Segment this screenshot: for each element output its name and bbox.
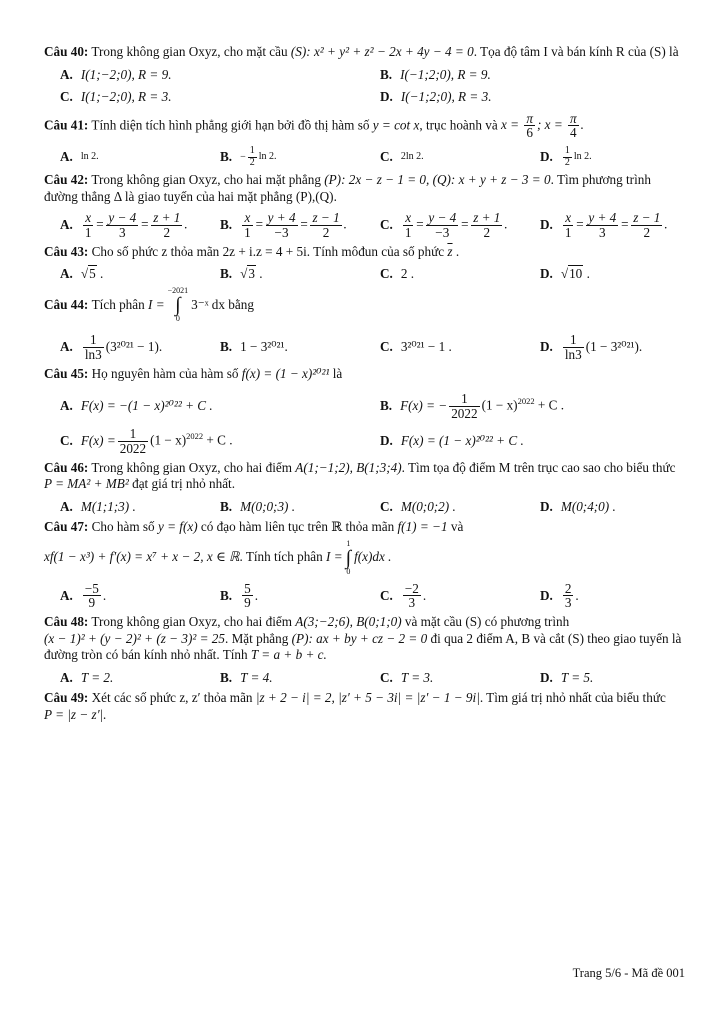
question-label: Câu 45: (44, 365, 89, 381)
math-expression: A(1;−1;2), B(1;3;4) (295, 459, 402, 475)
question-42 (44, 172, 684, 240)
question-label: Câu 49: (44, 690, 89, 706)
option-d[interactable]: D. M(0;4;0) . (540, 498, 616, 514)
question-stem: Tính diện tích hình phẳng giới hạn bởi đồ thị hàm số (91, 116, 370, 132)
answer-options (44, 333, 684, 362)
question-stem: Trong không gian Oxyz, cho hai điểm (91, 614, 292, 630)
option-c[interactable]: C. $\frac{-2}{3}$ . (380, 580, 427, 611)
answer-options (44, 670, 684, 687)
question-stem: Cho số phức z thỏa mãn (91, 243, 220, 259)
option-a[interactable]: A. √5 . (60, 266, 104, 282)
option-d[interactable]: D. $\frac{1}{2}$ ln 2. (540, 145, 592, 168)
question-stem: Cho hàm số (91, 519, 155, 535)
math-expression: y = cot x (372, 116, 420, 132)
option-a[interactable]: A. F(x) = −(1 − x)²⁰²² + C . (60, 398, 213, 414)
answer-options (44, 392, 684, 455)
option-d[interactable]: D. $\frac{x}{1}$ = $\frac{y + 4}{3}$ = $\frac{z - 1}{2}$ . (540, 210, 668, 241)
question-stem: đạt giá trị nhỏ nhất. (132, 476, 236, 492)
option-d[interactable]: D. F(x) = (1 − x)²⁰²² + C . (380, 432, 524, 448)
option-d[interactable]: D. T = 5. (540, 669, 594, 685)
option-a[interactable]: A. $\frac{x}{1}$ = $\frac{y - 4}{3}$ = $\frac{z + 1}{2}$ . (60, 210, 188, 241)
option-b[interactable]: B. √3 . (220, 266, 263, 282)
answer-options (44, 146, 684, 168)
option-c[interactable]: C. 3²⁰²¹ − 1 . (380, 339, 452, 355)
option-a[interactable]: A. ln 2. (60, 148, 99, 164)
option-b[interactable]: B. $\frac{5}{9}$ . (220, 580, 258, 611)
math-expression: f(x) = (1 − x)²⁰²¹ (241, 365, 330, 381)
question-stem: Trong không gian Oxyz, cho hai điểm (91, 459, 292, 475)
question-stem: . Tìm phương trình đường thẳng Δ là giao tuyến của hai mặt phẳng (P),(Q). (44, 172, 651, 204)
question-label: Câu 40: (44, 44, 89, 59)
question-stem: và (450, 519, 464, 535)
math-expression: (S): x² + y² + z² − 2x + 4y − 4 = 0 (290, 44, 474, 59)
answer-options (44, 211, 684, 240)
math-expression: |z + 2 − i| = 2, |z′ + 5 − 3i| = |z′ − 1 − 9i| (255, 690, 480, 706)
option-c[interactable]: C. M(0;0;2) . (380, 498, 456, 514)
question-43: Câu 43: Cho số phức z thỏa mãn 2z + i.z = 4 + 5i. Tính môđun của số phức $\overline{z}$ . A. √5 . B. √3 . C. 2 . D. √10 . (44, 244, 684, 283)
option-c[interactable]: C. 2 . (380, 266, 415, 282)
question-40 (44, 44, 684, 106)
question-stem: có đạo hàm liên tục trên ℝ thỏa mãn (200, 519, 395, 535)
question-stem: là (332, 365, 343, 381)
question-44: Câu 44: Tích phân I = −2021 ∫ 0 3⁻ˣ dx bằng A. $\frac{1}{\ln 3}$ (3²⁰²¹ − 1). B. 1 − 3²⁰²¹. C. 3²⁰²¹ − 1 . D. $\frac{1}{\ln 3}$ (1 − 3²⁰²¹). (44, 287, 684, 362)
math-expression-2: f(1) = −1 (397, 519, 448, 535)
question-47: Câu 47: Cho hàm số y = f(x) có đạo hàm liên tục trên ℝ thỏa mãn f(1) = −1 và xf(1 − x³) + f′(x) = x⁷ + x − 2, x ∈ ℝ . Tính tích phân I = 1 ∫ 0 f(x)dx . A. $\frac{-5}{9}$ . B. $\frac{5}{9}$ . C. $\frac{-2}{3}$ . D. $\frac{2}{3}$ . (44, 519, 684, 610)
option-c[interactable]: C. F(x) = $\frac{1}{2022}$ $(1 - x)^{2022} + C$ . (60, 425, 233, 456)
math-expression: (P): 2x − z − 1 = 0, (Q): x + y + z − 3 = 0 (324, 172, 551, 188)
option-d[interactable]: D. $\frac{1}{\ln 3}$ (1 − 3²⁰²¹). (540, 331, 643, 362)
answer-options (44, 266, 684, 283)
question-stem: bằng (228, 296, 254, 312)
question-stem: . Tìm tọa độ điểm M trên trục cao sao cho biểu thức (401, 459, 676, 475)
answer-options (44, 67, 684, 106)
question-label: Câu 47: (44, 519, 89, 535)
option-b[interactable]: B. I(−1;2;0), R = 9. (380, 66, 491, 82)
question-label: Câu 42: (44, 172, 89, 188)
option-d[interactable]: D. I(−1;2;0), R = 3. (380, 89, 492, 104)
question-49 (44, 690, 684, 723)
question-48 (44, 614, 684, 686)
option-b[interactable]: B. 1 − 3²⁰²¹. (220, 339, 288, 355)
question-stem: Trong không gian Oxyz, cho mặt cầu (91, 44, 288, 59)
option-a[interactable]: A. $\frac{-5}{9}$ . (60, 580, 107, 611)
question-stem: . Tìm giá trị nhỏ nhất của biểu thức (479, 690, 666, 706)
question-label: Câu 48: (44, 614, 89, 630)
option-d[interactable]: D. $\frac{2}{3}$ . (540, 580, 579, 611)
option-a[interactable]: A. M(1;1;3) . (60, 498, 136, 514)
option-b[interactable]: B. T = 4. (220, 669, 273, 685)
bounds-expression: x = $\frac{\pi}{6}$ ; x = $\frac{\pi}{4}$ . (501, 110, 584, 141)
math-expression-3: xf(1 − x³) + f′(x) = x⁷ + x − 2, x ∈ ℝ (44, 549, 240, 565)
answer-options (44, 582, 684, 611)
question-stem: , trục hoành và (419, 116, 498, 132)
math-expression-2: P = MA² + MB² (44, 476, 129, 492)
integral-symbol: 1 ∫ 0 (345, 538, 352, 576)
page-footer: Trang 5/6 - Mã đề 001 (572, 966, 685, 980)
math-expression: A(3;−2;6), B(0;1;0) (295, 614, 402, 630)
option-a[interactable]: A. I(1;−2;0), R = 9. (60, 66, 172, 82)
math-expression-2: P = |z − z′|. (44, 706, 107, 722)
question-45 (44, 366, 684, 456)
question-41 (44, 112, 684, 169)
z-conjugate: $\overline{z}$ (447, 243, 453, 259)
question-46 (44, 460, 684, 516)
option-b[interactable]: B. $\frac{x}{1}$ = $\frac{y + 4}{-3}$ = $\frac{z - 1}{2}$ . (220, 210, 347, 241)
option-b[interactable]: B. F(x) = − $\frac{1}{2022}$ $(1 - x)^{2022} + C$ . (380, 391, 564, 422)
option-c[interactable]: C. I(1;−2;0), R = 3. (60, 89, 172, 104)
math-expression: 2z + i.z = 4 + 5i (222, 243, 307, 259)
option-d[interactable]: D. √10 . (540, 266, 590, 282)
question-label: Câu 46: (44, 459, 89, 475)
option-c[interactable]: C. T = 3. (380, 669, 434, 685)
question-stem: Họ nguyên hàm của hàm số (91, 365, 239, 381)
option-c[interactable]: C. 2ln 2. (380, 148, 424, 164)
option-a[interactable]: A. T = 2. (60, 669, 114, 685)
question-stem: và mặt cầu (S) có phương trình (404, 614, 570, 630)
question-stem: . Tọa độ tâm I và bán kính R của (S) là (473, 44, 679, 59)
question-label: Câu 43: (44, 243, 89, 259)
question-stem: Trong không gian Oxyz, cho hai mặt phẳng (91, 172, 321, 188)
question-label: Câu 41: (44, 116, 89, 132)
math-expression: 3⁻ˣ dx (191, 296, 225, 312)
integral-symbol: −2021 ∫ 0 (167, 285, 189, 323)
answer-options (44, 499, 684, 516)
math-expression-4: T = a + b + c. (250, 647, 327, 663)
question-stem: đi qua 2 điểm A, B và cắt (S) theo giao tuyến là đường tròn có bán kính nhỏ nhất. Tính (44, 630, 682, 663)
option-a[interactable]: A. $\frac{1}{\ln 3}$ (3²⁰²¹ − 1). (60, 331, 163, 362)
exam-page (44, 44, 684, 727)
question-stem: . Mặt phẳng (224, 630, 289, 646)
question-label: Câu 44: (44, 296, 89, 312)
option-b[interactable]: B. M(0;0;3) . (220, 498, 296, 514)
question-stem: . Tính môđun của số phức (306, 243, 445, 259)
option-b[interactable]: B. − $\frac{1}{2}$ ln 2. (220, 145, 277, 168)
option-c[interactable]: C. $\frac{x}{1}$ = $\frac{y - 4}{-3}$ = $\frac{z + 1}{2}$ . (380, 210, 508, 241)
question-stem: Xét các số phức z, z′ thỏa mãn (91, 690, 253, 706)
math-expression-2: (x − 1)² + (y − 2)² + (z − 3)² = 25 (44, 630, 225, 646)
question-stem: . Tính tích phân (239, 549, 323, 565)
math-expression: y = f(x) (157, 519, 198, 535)
math-expression-3: (P): ax + by + cz − 2 = 0 (291, 630, 428, 646)
question-stem: Tích phân (91, 296, 145, 312)
